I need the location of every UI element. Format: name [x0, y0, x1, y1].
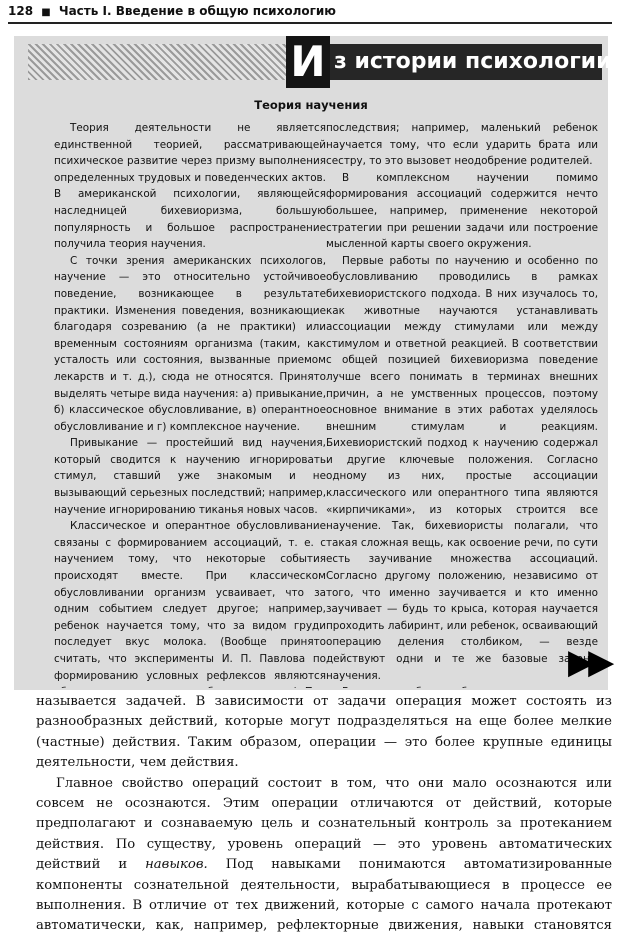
- sidebar-paragraph: [326, 684, 598, 688]
- banner-title-bar: [300, 44, 612, 80]
- body-text-span: Под навыками понимаются автоматизированные компоненты сознательной деятельности, вырабатывающиеся в процессе ее выполнения. В отличие от тех движений, которые с самого начала протекают автоматически, как, например, рефлекторные движения, навыки становятся: [36, 857, 612, 934]
- sidebar-paragraph: Теория деятельности не является единственной теорией, рассматривающей психическое развитие через призму выполнения определенных трудовых и поведенческих актов. В американской психологии, являющейся наследницей бихевиоризма, большую популярность и большое распространение получила теория научения.: [54, 122, 326, 251]
- sidebar-paragraph: Привыкание — простейший вид научения, который сводится к научению игнорировать стимул, ставший уже знакомым и не вызывающий серьезных последствий; например, научение игнорированию тиканья новых часов.: [54, 437, 326, 516]
- body-paragraph: [36, 774, 612, 938]
- page-number: 128: [8, 4, 34, 18]
- history-sidebar: [14, 36, 612, 690]
- section-title: Часть I. Введение в общую психологию: [58, 4, 336, 18]
- square-bullet-icon: ■: [41, 7, 51, 18]
- main-text: [36, 692, 612, 938]
- body-text-span: Главное свойство операций состоит в том, что они мало осознаются или совсем не осознаются. Этим операции отличаются от действий, которые предполагают и сознаваемую цель и сознательный контроль за протеканием действия. По существу, уровень операций — это уровень автоматических действий и: [36, 775, 612, 873]
- emphasized-term: навыков.: [145, 857, 208, 873]
- sidebar-paragraph: Первые работы по научению и особенно по обусловливанию проводились в рамках бихевиористского подхода. В них изучалось то, как животные научаются устанавливать ассоциации между стимулами или между стимулом и ответной реакцией. В соответствии с общей позицией бихевиоризма поведение лучше всего понимать в терминах внешних причин, а не умственных процессов, поэтому основное внимание в этих работах уделялось внешним стимулам и реакциям. Бихевиористский подход к научению содержал и другие ключевые положения. Согласно одному из них, простые ассоциации классического или оперантного типа являются «кирпичиками», из которых строится все научение. Так, бихевиористы полагали, что такая сложная вещь, как освоение речи, по сути есть заучивание множества ассоциаций. Согласно другому положению, независимо от того, что именно заучивается и кто именно заучивает — будь то крыса, которая научается проходить лабиринт, или ребенок, осваивающий операцию деления столбиком, — везде действуют одни и те же базовые законы научения.: [326, 254, 598, 682]
- sidebar-title: Теория научения: [254, 98, 368, 112]
- continue-arrow-icon: ▶▶: [568, 642, 609, 682]
- running-header: [8, 2, 612, 24]
- sidebar-right-column: [326, 120, 598, 688]
- banner-stripes: [28, 44, 300, 80]
- body-paragraph: называется задачей. В зависимости от задачи операция может состоять из разнообразных действий, которые могут подразделяться на еще более мелкие (частные) действия. Таким образом, операции — это более крупные единицы деятельности, чем действия.: [36, 694, 612, 771]
- sidebar-banner: [14, 36, 612, 92]
- banner-title-rest: з истории психологии: [334, 49, 612, 74]
- sidebar-paragraph: С точки зрения американских психологов, научение — это относительно устойчивое поведение, возникающее в результате практики. Изменения поведения, возникающие благодаря созреванию (а не практики) или временным состояниям организма (таким, как усталость или состояния, вызванные приемом лекарств и т. д.), сюда не относятся. Принято выделять четыре вида научения: а) привыкание, б) классическое обусловливание, в) оперантное обусловливание и г) комплексное научение.: [54, 254, 326, 433]
- sidebar-left-column: [54, 120, 326, 688]
- sidebar-paragraph: Классическое и оперантное обусловливание связаны с формированием ассоциаций, т. е. с научением тому, что некоторые события происходят вместе. При классическом обусловливании организм усваивает, что за одним событием следует другое; например, ребенок научается тому, что за видом груди последует вкус молока. (Вообще принято считать, что эксперименты И. П. Павлова по формированию условных рефлексов являются: [54, 520, 326, 682]
- sidebar-paragraph: В комплексном научении помимо формирования ассоциаций содержится нечто большее, например, применение некоторой стратегии при решении задачи или построение мысленной карты своего окружения.: [326, 171, 598, 251]
- banner-drop-capital: И: [286, 36, 330, 88]
- sidebar-paragraph: последствия; например, маленький ребенок научается тому, что если ударить брата или сестру, то это вызовет неодобрение родителей.: [326, 122, 598, 168]
